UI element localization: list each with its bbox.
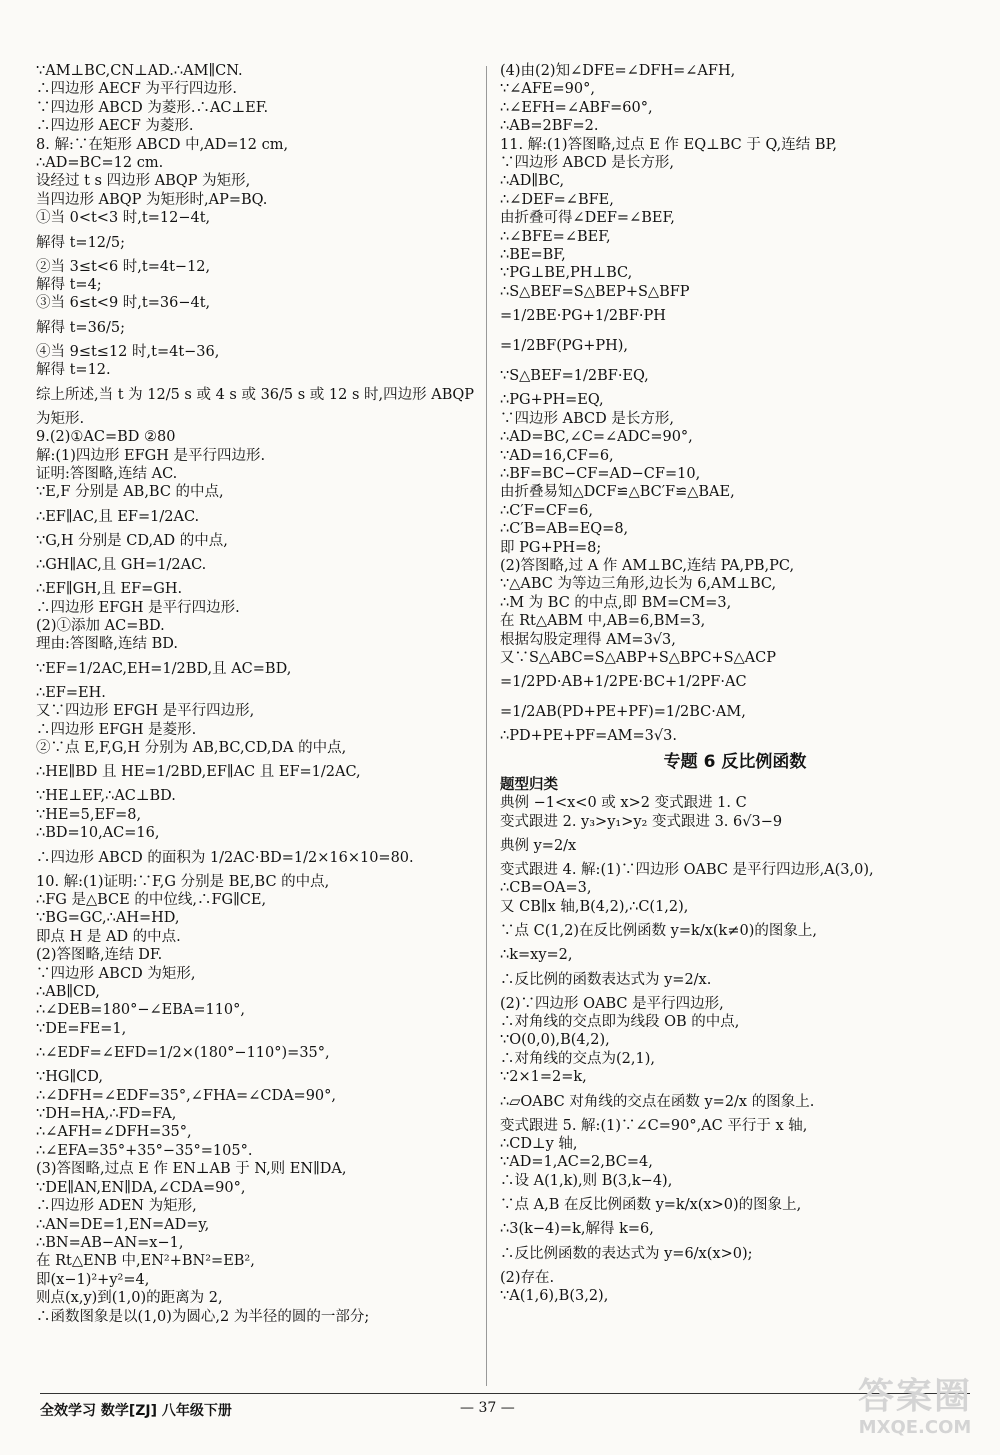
- text-line: ∴∠AFH=∠DFH=35°,: [36, 1124, 192, 1141]
- text-line: ∵HG∥CD,: [36, 1069, 103, 1086]
- text-line: ∵G,H 分别是 CD,AD 的中点,: [36, 532, 228, 549]
- text-line: ∴对角线的交点为(2,1),: [500, 1050, 655, 1067]
- text-line: ∴M 为 BC 的中点,即 BM=CM=3,: [500, 594, 732, 611]
- text-line: ∵2×1=2=k,: [500, 1069, 587, 1086]
- text-line: (3)答图略,过点 E 作 EN⊥AB 于 N,则 EN∥DA,: [36, 1161, 347, 1178]
- text-line: 即点 H 是 AD 的中点.: [36, 928, 181, 945]
- text-line: ∵DE∥AN,EN∥DA,∠CDA=90°,: [36, 1179, 246, 1196]
- text-line: ∴四边形 AECF 为菱形.: [36, 118, 194, 135]
- text-line: ∵BG=GC,∴AH=HD,: [36, 910, 180, 927]
- text-line: ∴k=xy=2,: [500, 947, 573, 964]
- right-column-solutions: [500, 62, 970, 746]
- text-line: ∵△ABC 为等边三角形,边长为 6,AM⊥BC,: [500, 576, 777, 593]
- text-line: 即(x−1)²+y²=4,: [36, 1271, 150, 1288]
- text-line: ④当 9≤t≤12 时,t=4t−36,: [36, 343, 220, 360]
- text-line: ∵E,F 分别是 AB,BC 的中点,: [36, 484, 224, 501]
- text-line: ∴EF=EH.: [36, 684, 106, 701]
- text-line: ③当 6≤t<9 时,t=36−4t,: [36, 295, 211, 312]
- text-line: ∴∠EFH=∠ABF=60°,: [500, 99, 653, 116]
- book-title: 全效学习 数学[ZJ] 八年级下册: [40, 1403, 232, 1419]
- text-line: =1/2BF(PG+PH),: [500, 338, 629, 355]
- text-line: =1/2AB(PD+PE+PF)=1/2BC·AM,: [500, 704, 746, 721]
- text-line: ∴AB∥CD,: [36, 984, 100, 1001]
- text-line: ∴∠DFH=∠EDF=35°,∠FHA=∠CDA=90°,: [36, 1087, 337, 1104]
- text-line: ∵EF=1/2AC,EH=1/2BD,且 AC=BD,: [36, 660, 292, 677]
- text-line: 变式跟进 5. 解:(1)∵∠C=90°,AC 平行于 x 轴,: [500, 1117, 808, 1134]
- text-line: ∵PG⊥BE,PH⊥BC,: [500, 265, 633, 282]
- text-line: ∴HE∥BD 且 HE=1/2BD,EF∥AC 且 EF=1/2AC,: [36, 764, 361, 781]
- text-line: (4)由(2)知∠DFE=∠DFH=∠AFH,: [500, 63, 736, 79]
- text-line: ∴C′F=CF=6,: [500, 502, 593, 519]
- text-line: 解:(1)四边形 EFGH 是平行四边形.: [36, 447, 266, 464]
- text-line: 解得 t=36/5;: [36, 319, 126, 336]
- text-line: (2)存在.: [500, 1269, 555, 1286]
- text-line: ∴FG 是△BCE 的中位线,∴FG∥CE,: [36, 892, 267, 908]
- text-line: 在 Rt△ABM 中,AB=6,BM=3,: [500, 613, 706, 630]
- text-line: ∴∠EFA=35°+35°−35°=105°.: [36, 1142, 253, 1159]
- text-line: ∵S△BEF=1/2BF·EQ,: [500, 368, 649, 385]
- text-line: ②∵点 E,F,G,H 分别为 AB,BC,CD,DA 的中点,: [36, 739, 347, 756]
- text-line: (2)答图略,过 A 作 AM⊥BC,连结 PA,PB,PC,: [500, 557, 795, 574]
- text-line: ∴S△BEF=S△BEP+S△BFP: [500, 283, 690, 300]
- text-line: ∴AN=DE=1,EN=AD=y,: [36, 1216, 210, 1233]
- text-line: 又 CB∥x 轴,B(4,2),∴C(1,2),: [500, 898, 689, 915]
- text-line: 综上所述,当 t 为 12/5 s 或 4 s 或 36/5 s 或 12 s 时,四边形 ABQP: [36, 386, 475, 403]
- text-line: ∴C′B=AB=EQ=8,: [500, 521, 629, 538]
- text-line: 又∵S△ABC=S△ABP+S△BPC+S△ACP: [500, 649, 776, 666]
- text-line: ∴∠DEF=∠BFE,: [500, 191, 614, 208]
- text-line: ∵点 A,B 在反比例函数 y=k/x(x>0)的图象上,: [500, 1197, 802, 1214]
- text-line: ∴BE=BF,: [500, 247, 566, 264]
- column-divider: [486, 66, 487, 1386]
- text-line: ①当 0<t<3 时,t=12−4t,: [36, 210, 211, 227]
- text-line: 为矩形.: [36, 410, 85, 427]
- text-line: ②当 3≤t<6 时,t=4t−12,: [36, 258, 211, 275]
- text-line: ∴AD=BC,∠C=∠ADC=90°,: [500, 429, 693, 446]
- text-line: ∵A(1,6),B(3,2),: [500, 1288, 609, 1305]
- text-line: 典例 y=2/x: [500, 838, 577, 854]
- text-line: 11. 解:(1)答图略,过点 E 作 EQ⊥BC 于 Q,连结 BP,: [500, 136, 837, 153]
- text-line: 当四边形 ABQP 为矩形时,AP=BQ.: [36, 191, 268, 208]
- text-line: ∴▱OABC 对角线的交点在函数 y=2/x 的图象上.: [500, 1093, 815, 1110]
- text-line: ∴反比例的函数表达式为 y=2/x.: [500, 971, 712, 988]
- text-line: ∴BN=AB−AN=x−1,: [36, 1234, 184, 1251]
- text-line: ∵HE=5,EF=8,: [36, 806, 142, 823]
- text-line: ∵HE⊥EF,∴AC⊥BD.: [36, 788, 176, 805]
- text-line: ∴对角线的交点即为线段 OB 的中点,: [500, 1014, 740, 1031]
- text-line: 证明:答图略,连结 AC.: [36, 465, 178, 482]
- text-line: ∵O(0,0),B(4,2),: [500, 1032, 610, 1049]
- text-line: 在 Rt△ENB 中,EN²+BN²=EB²,: [36, 1253, 255, 1270]
- text-line: 根据勾股定理得 AM=3√3,: [500, 631, 676, 648]
- text-line: ∵AM⊥BC,CN⊥AD.∴AM∥CN.: [36, 63, 243, 79]
- text-line: 设经过 t s 四边形 ABQP 为矩形,: [36, 173, 251, 190]
- page-number: — 37 —: [460, 1400, 515, 1416]
- text-line: ∴四边形 EFGH 是平行四边形.: [36, 599, 240, 616]
- text-line: ∵四边形 ABCD 是长方形,: [500, 410, 674, 427]
- text-line: 解得 t=12.: [36, 362, 111, 379]
- text-line: ∴∠BFE=∠BEF,: [500, 228, 611, 245]
- text-line: ∴AD∥BC,: [500, 173, 565, 190]
- text-line: ∵DE=FE=1,: [36, 1020, 127, 1037]
- section-title: 专题 6 反比例函数: [663, 751, 807, 772]
- text-line: (2)答图略,连结 DF.: [36, 947, 163, 964]
- text-line: 又∵四边形 EFGH 是平行四边形,: [36, 703, 255, 720]
- text-line: ∴四边形 AECF 为平行四边形.: [36, 81, 238, 98]
- text-line: (2)①添加 AC=BD.: [36, 617, 165, 634]
- text-line: ∴AB=2BF=2.: [500, 118, 599, 135]
- watermark-logo: [840, 1377, 990, 1447]
- text-line: ∵四边形 ABCD 为菱形.∴AC⊥EF.: [36, 99, 269, 116]
- text-line: ∴∠DEB=180°−∠EBA=110°,: [36, 1002, 246, 1019]
- text-line: ∴PG+PH=EQ,: [500, 392, 604, 409]
- text-line: 典例 −1<x<0 或 x>2 变式跟进 1. C: [500, 795, 747, 812]
- text-line: ∵四边形 ABCD 为矩形,: [36, 965, 196, 982]
- text-line: (2)∵四边形 OABC 是平行四边形,: [500, 995, 724, 1012]
- text-line: ∴PD+PE+PF=AM=3√3.: [500, 728, 677, 745]
- text-line: =1/2PD·AB+1/2PE·BC+1/2PF·AC: [500, 674, 747, 691]
- text-line: ∴EF∥GH,且 EF=GH.: [36, 581, 183, 598]
- text-line: ∴EF∥AC,且 EF=1/2AC.: [36, 508, 200, 525]
- right-column-topic6: [500, 776, 970, 1306]
- text-line: ∴反比例函数的表达式为 y=6/x(x>0);: [500, 1245, 753, 1262]
- text-line: 则点(x,y)到(1,0)的距离为 2,: [36, 1290, 223, 1307]
- text-line: ∵DH=HA,∴FD=FA,: [36, 1106, 177, 1123]
- text-line: ∴CB=OA=3,: [500, 880, 592, 897]
- watermark-logo-bottom: MXQE.COM: [858, 1417, 972, 1438]
- text-line: ∴四边形 ABCD 的面积为 1/2AC·BD=1/2×16×10=80.: [36, 849, 414, 866]
- text-line: 9.(2)①AC=BD ②80: [36, 429, 176, 446]
- text-line: 变式跟进 4. 解:(1)∵四边形 OABC 是平行四边形,A(3,0),: [500, 862, 874, 878]
- text-line: ∴函数图象是以(1,0)为圆心,2 为半径的圆的一部分;: [36, 1308, 370, 1325]
- text-line: ∵点 C(1,2)在反比例函数 y=k/x(k≠0)的图象上,: [500, 923, 817, 940]
- text-line: ∴AD=BC=12 cm.: [36, 155, 164, 172]
- text-line: ∴四边形 ADEN 为矩形,: [36, 1198, 197, 1215]
- text-line: ∴∠EDF=∠EFD=1/2×(180°−110°)=35°,: [36, 1045, 330, 1062]
- text-line: ∴BD=10,AC=16,: [36, 825, 160, 842]
- text-line: ∵AD=1,AC=2,BC=4,: [500, 1154, 653, 1171]
- text-line: ∴BF=BC−CF=AD−CF=10,: [500, 465, 701, 482]
- text-line: 由折叠可得∠DEF=∠BEF,: [500, 210, 675, 227]
- text-line: 变式跟进 2. y₃>y₁>y₂ 变式跟进 3. 6√3−9: [500, 813, 783, 830]
- text-line: ∵AD=16,CF=6,: [500, 447, 614, 464]
- text-line: ∵四边形 ABCD 是长方形,: [500, 155, 674, 172]
- left-column: [36, 62, 481, 1326]
- text-line: 解得 t=12/5;: [36, 234, 126, 251]
- text-line: ∴3(k−4)=k,解得 k=6,: [500, 1221, 654, 1238]
- text-line: 由折叠易知△DCF≌△BC′F≌△BAE,: [500, 484, 735, 501]
- watermark-logo-top: 答案圈: [857, 1376, 972, 1417]
- text-line: ∴GH∥AC,且 GH=1/2AC.: [36, 557, 207, 574]
- text-line: 题型归类: [500, 776, 558, 793]
- text-line: ∴设 A(1,k),则 B(3,k−4),: [500, 1172, 673, 1189]
- text-line: ∴四边形 EFGH 是菱形.: [36, 721, 197, 738]
- text-line: 10. 解:(1)证明:∵F,G 分别是 BE,BC 的中点,: [36, 873, 330, 890]
- text-line: =1/2BE·PG+1/2BF·PH: [500, 308, 666, 325]
- text-line: 即 PG+PH=8;: [500, 539, 602, 556]
- text-line: 理由:答图略,连结 BD.: [36, 636, 178, 653]
- text-line: ∵∠AFE=90°,: [500, 81, 595, 98]
- text-line: 解得 t=4;: [36, 277, 102, 294]
- text-line: 8. 解:∵在矩形 ABCD 中,AD=12 cm,: [36, 136, 289, 153]
- right-column: [500, 62, 970, 1306]
- text-line: ∴CD⊥y 轴,: [500, 1136, 578, 1153]
